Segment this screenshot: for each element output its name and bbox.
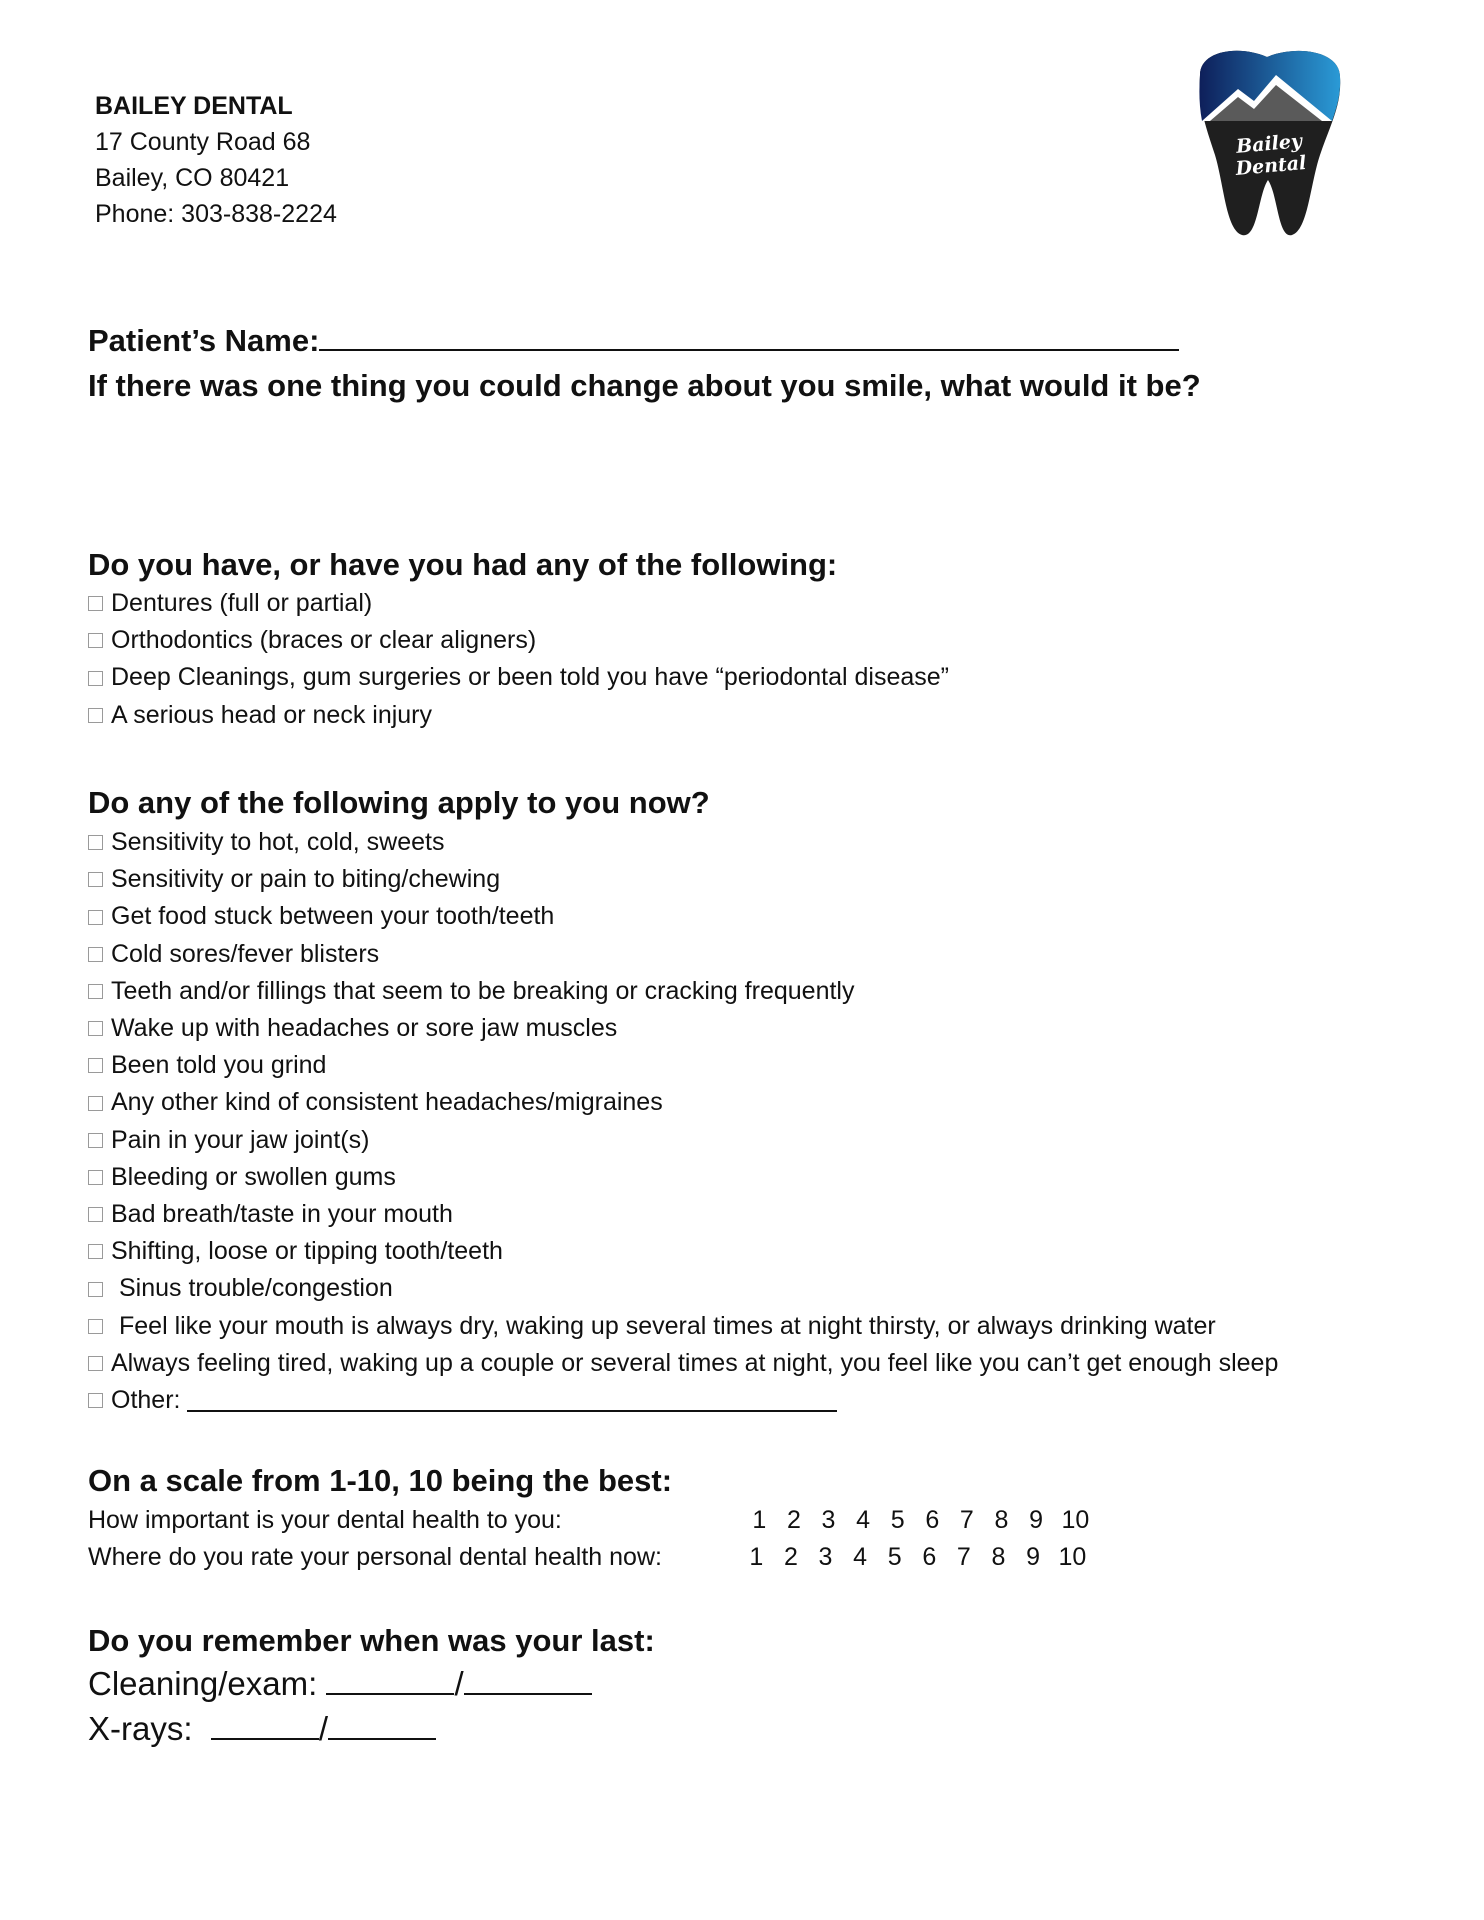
current-item[interactable]: Been told you grind: [88, 1047, 1278, 1084]
scale-question: Where do you rate your personal dental health now:: [88, 1543, 662, 1571]
scale-table: [88, 1502, 1188, 1576]
cleaning-label: Cleaning/exam:: [88, 1665, 318, 1702]
cleaning-month-input[interactable]: [326, 1665, 454, 1695]
patient-name-row: [88, 322, 1179, 360]
history-list: [88, 585, 949, 734]
scale-heading: On a scale from 1-10, 10 being the best:: [88, 1463, 673, 1498]
current-item[interactable]: Sensitivity or pain to biting/chewing: [88, 861, 1278, 898]
other-input[interactable]: [187, 1390, 837, 1412]
current-item[interactable]: Sensitivity to hot, cold, sweets: [88, 824, 1278, 861]
scale-option[interactable]: 10: [1061, 1506, 1090, 1534]
date-slash: /: [318, 1710, 329, 1747]
scale-option[interactable]: 7: [959, 1506, 974, 1534]
history-item[interactable]: A serious head or neck injury: [88, 697, 949, 734]
scale-option[interactable]: 5: [890, 1506, 905, 1534]
scale-row-importance: [88, 1502, 1188, 1539]
checkbox[interactable]: [88, 1393, 103, 1408]
checkbox[interactable]: [88, 1319, 103, 1334]
smile-question: If there was one thing you could change about you smile, what would it be?: [88, 368, 1201, 403]
date-slash: /: [454, 1665, 464, 1702]
scale-option[interactable]: 1: [752, 1506, 767, 1534]
checkbox[interactable]: [88, 1282, 103, 1297]
practice-city: Bailey, CO 80421: [95, 164, 290, 192]
scale-option[interactable]: 7: [956, 1543, 971, 1571]
checkbox[interactable]: [88, 1207, 103, 1222]
scale-option[interactable]: 10: [1058, 1543, 1087, 1571]
cleaning-year-input[interactable]: [464, 1665, 592, 1695]
last-xray-row: [88, 1706, 436, 1751]
patient-name-label: Patient’s Name:: [88, 323, 320, 358]
scale-option[interactable]: 6: [922, 1543, 937, 1571]
scale-option[interactable]: 4: [856, 1506, 871, 1534]
scale-options: [742, 1502, 1097, 1539]
checkbox[interactable]: [88, 910, 103, 925]
checkbox[interactable]: [88, 1021, 103, 1036]
checkbox[interactable]: [88, 708, 103, 723]
scale-question: How important is your dental health to you:: [88, 1506, 562, 1534]
checkbox[interactable]: [88, 872, 103, 887]
checkbox[interactable]: [88, 835, 103, 850]
checkbox[interactable]: [88, 1133, 103, 1148]
checkbox[interactable]: [88, 1170, 103, 1185]
current-item[interactable]: Teeth and/or fillings that seem to be breaking or cracking frequently: [88, 973, 1278, 1010]
logo-text: Bailey Dental: [1234, 130, 1308, 180]
current-item[interactable]: Pain in your jaw joint(s): [88, 1122, 1278, 1159]
last-cleaning-row: [88, 1661, 592, 1706]
xray-year-input[interactable]: [328, 1710, 436, 1740]
scale-option[interactable]: 4: [853, 1543, 868, 1571]
current-item[interactable]: Any other kind of consistent headaches/migraines: [88, 1084, 1278, 1121]
scale-option[interactable]: 3: [821, 1506, 836, 1534]
scale-option[interactable]: 9: [1029, 1506, 1043, 1534]
current-item[interactable]: Bad breath/taste in your mouth: [88, 1196, 1278, 1233]
scale-row-rating: [88, 1539, 1188, 1576]
scale-options: [739, 1539, 1094, 1576]
history-item[interactable]: Orthodontics (braces or clear aligners): [88, 622, 949, 659]
history-item[interactable]: Dentures (full or partial): [88, 585, 949, 622]
current-item[interactable]: Always feeling tired, waking up a couple or several times at night, you feel like you can’t get enough sleep: [88, 1345, 1278, 1382]
practice-street: 17 County Road 68: [95, 128, 311, 156]
last-visit-heading: Do you remember when was your last:: [88, 1623, 655, 1658]
scale-option[interactable]: 1: [749, 1543, 764, 1571]
checkbox[interactable]: [88, 596, 103, 611]
scale-option[interactable]: 6: [925, 1506, 940, 1534]
current-item[interactable]: Sinus trouble/congestion: [88, 1270, 1278, 1307]
history-heading: Do you have, or have you had any of the following:: [88, 547, 838, 582]
scale-option[interactable]: 9: [1026, 1543, 1040, 1571]
current-heading: Do any of the following apply to you now?: [88, 785, 710, 820]
checkbox[interactable]: [88, 1096, 103, 1111]
checkbox[interactable]: [88, 984, 103, 999]
current-item[interactable]: Feel like your mouth is always dry, waking up several times at night thirsty, or always drinking water: [88, 1308, 1278, 1345]
checkbox[interactable]: [88, 947, 103, 962]
practice-address: [95, 88, 337, 232]
scale-option[interactable]: 2: [786, 1506, 801, 1534]
tooth-logo-icon: [1180, 45, 1355, 245]
scale-option[interactable]: 3: [818, 1543, 833, 1571]
checkbox[interactable]: [88, 1356, 103, 1371]
scale-option[interactable]: 8: [994, 1506, 1009, 1534]
practice-name: BAILEY DENTAL: [95, 92, 293, 120]
checkbox[interactable]: [88, 1058, 103, 1073]
checkbox[interactable]: [88, 633, 103, 648]
checkbox[interactable]: [88, 1244, 103, 1259]
current-list: [88, 824, 1278, 1419]
xray-label: X-rays:: [88, 1710, 193, 1747]
checkbox[interactable]: [88, 671, 103, 686]
scale-option[interactable]: 5: [887, 1543, 902, 1571]
scale-option[interactable]: 2: [783, 1543, 798, 1571]
current-item[interactable]: Shifting, loose or tipping tooth/teeth: [88, 1233, 1278, 1270]
patient-name-input[interactable]: [319, 325, 1179, 351]
current-item[interactable]: Wake up with headaches or sore jaw muscles: [88, 1010, 1278, 1047]
scale-option[interactable]: 8: [991, 1543, 1006, 1571]
current-item[interactable]: Bleeding or swollen gums: [88, 1159, 1278, 1196]
practice-phone: Phone: 303-838-2224: [95, 200, 337, 228]
current-item[interactable]: Cold sores/fever blisters: [88, 936, 1278, 973]
current-item-other[interactable]: Other:: [88, 1382, 1278, 1419]
history-item[interactable]: Deep Cleanings, gum surgeries or been told you have “periodontal disease”: [88, 659, 949, 696]
xray-month-input[interactable]: [211, 1710, 319, 1740]
current-item[interactable]: Get food stuck between your tooth/teeth: [88, 898, 1278, 935]
